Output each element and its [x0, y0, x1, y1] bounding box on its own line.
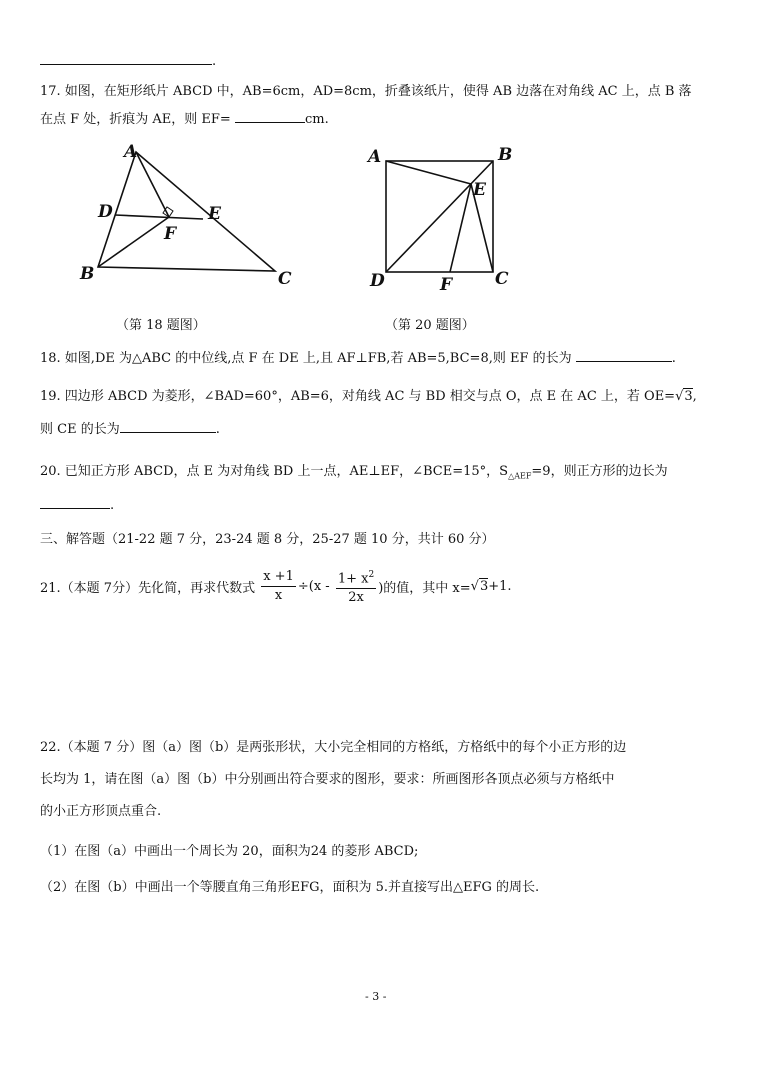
q22-line3: 的小正方形顶点重合.: [40, 804, 162, 819]
q21-prefix: 21.（本题 7分）先化简，再求代数式: [40, 581, 256, 597]
q19-sqrt-radicand: 3: [684, 389, 693, 404]
fraction-1-denominator: x: [274, 588, 283, 604]
q20-line1: [40, 460, 668, 481]
q21-sqrt-radicand: 3: [479, 579, 489, 595]
midline-de: [115, 215, 203, 219]
q20-line2: [40, 496, 114, 513]
fraction-1-numerator: x +1: [261, 568, 296, 587]
triangle-abc: [98, 152, 275, 271]
figure-20: [362, 140, 532, 300]
segment-bf: [98, 217, 169, 267]
label-b: B: [80, 264, 95, 284]
q21-suffix-after: +1.: [488, 579, 512, 595]
q18-line: [40, 347, 676, 366]
q17-text: 在点 F 处，折痕为 AE，则 EF=: [40, 112, 231, 127]
q21-line: [40, 566, 512, 607]
q18-end: .: [671, 351, 676, 366]
q20-end: .: [110, 498, 115, 513]
q20-text: 20. 已知正方形 ABCD，点 E 为对角线 BD 上一点，AE⊥EF，∠BCE=15°，S: [40, 464, 509, 479]
q20-text-after: =9，则正方形的边长为: [531, 464, 668, 479]
q19-text: 19. 四边形 ABCD 为菱形，∠BAD=60°，AB=6，对角线 AC 与 BD 相交与点 O，点 E 在 AC 上，若 OE=: [40, 389, 676, 404]
q21-div: ÷(x -: [297, 579, 330, 595]
section-title: 三、解答题（21-22 题 7 分，23-24 题 8 分，25-27 题 10 分，共计 60 分）: [40, 532, 495, 547]
label-e: E: [208, 204, 221, 224]
q19-line1: [40, 385, 697, 404]
figure-20-caption: （第 20 题图）: [385, 318, 475, 333]
q22-item2: （2）在图（b）中画出一个等腰直角三角形EFG，面积为 5.并直接写出△EFG 的周长.: [40, 880, 540, 895]
fraction-2-exponent: 2: [368, 570, 375, 580]
q19-line2: [40, 418, 220, 437]
answer-blank: [235, 110, 305, 123]
answer-blank: [120, 420, 216, 433]
q17-unit: cm.: [304, 112, 329, 127]
label-c: C: [495, 269, 509, 289]
label-c: C: [278, 269, 292, 289]
label-a: A: [368, 147, 382, 167]
q21-suffix: )的值，其中 x=: [378, 581, 471, 597]
q18-text: 18. 如图,DE 为△ABC 的中位线,点 F 在 DE 上,且 AF⊥FB,若 AB=5,BC=8,则 EF 的长为: [40, 351, 572, 366]
q19-comma: ,: [692, 389, 697, 404]
sqrt-symbol: √: [675, 389, 684, 404]
figure-18: [70, 135, 310, 295]
answer-blank: [576, 349, 672, 362]
q17-line2: [40, 108, 329, 127]
segment-af: [136, 152, 169, 217]
answer-blank: [40, 496, 110, 509]
segment-ef: [450, 184, 471, 272]
label-b: B: [498, 145, 513, 165]
sqrt-symbol: √: [470, 579, 479, 595]
fraction-1: [261, 568, 296, 605]
fraction-2: [336, 566, 376, 607]
label-e: E: [473, 180, 486, 200]
page-number: - 3 -: [365, 990, 387, 1003]
q17-line1: 17. 如图，在矩形纸片 ABCD 中，AB=6cm，AD=8cm，折叠该纸片，使得 AB 边落在对角线 AC 上，点 B 落: [40, 84, 692, 99]
q19-text2: 则 CE 的长为: [40, 422, 120, 437]
label-d: D: [98, 202, 113, 222]
label-f: F: [440, 275, 453, 295]
fraction-2-numerator-text: 1+ x: [337, 571, 369, 587]
segment-ae: [386, 161, 471, 184]
q20-subscript: △AEF: [508, 471, 532, 481]
q19-end: .: [215, 422, 220, 437]
label-f: F: [164, 224, 177, 244]
figure-18-caption: （第 18 题图）: [116, 318, 206, 333]
fraction-2-denominator: 2x: [348, 590, 364, 606]
fraction-2-numerator: [336, 566, 376, 589]
top-answer-line: [40, 52, 216, 69]
answer-blank: [40, 52, 212, 65]
q22-item1: （1）在图（a）中画出一个周长为 20，面积为24 的菱形 ABCD;: [40, 844, 419, 859]
top-line-end: .: [212, 54, 217, 69]
label-a: A: [124, 142, 138, 162]
q22-line2: 长均为 1，请在图（a）图（b）中分别画出符合要求的图形，要求：所画图形各顶点必须与方格纸中: [40, 772, 615, 787]
label-d: D: [370, 271, 385, 291]
diagonal-bd: [386, 161, 493, 272]
q22-line1: 22.（本题 7 分）图（a）图（b）是两张形状，大小完全相同的方格纸，方格纸中的每个小正方形的边: [40, 740, 627, 755]
